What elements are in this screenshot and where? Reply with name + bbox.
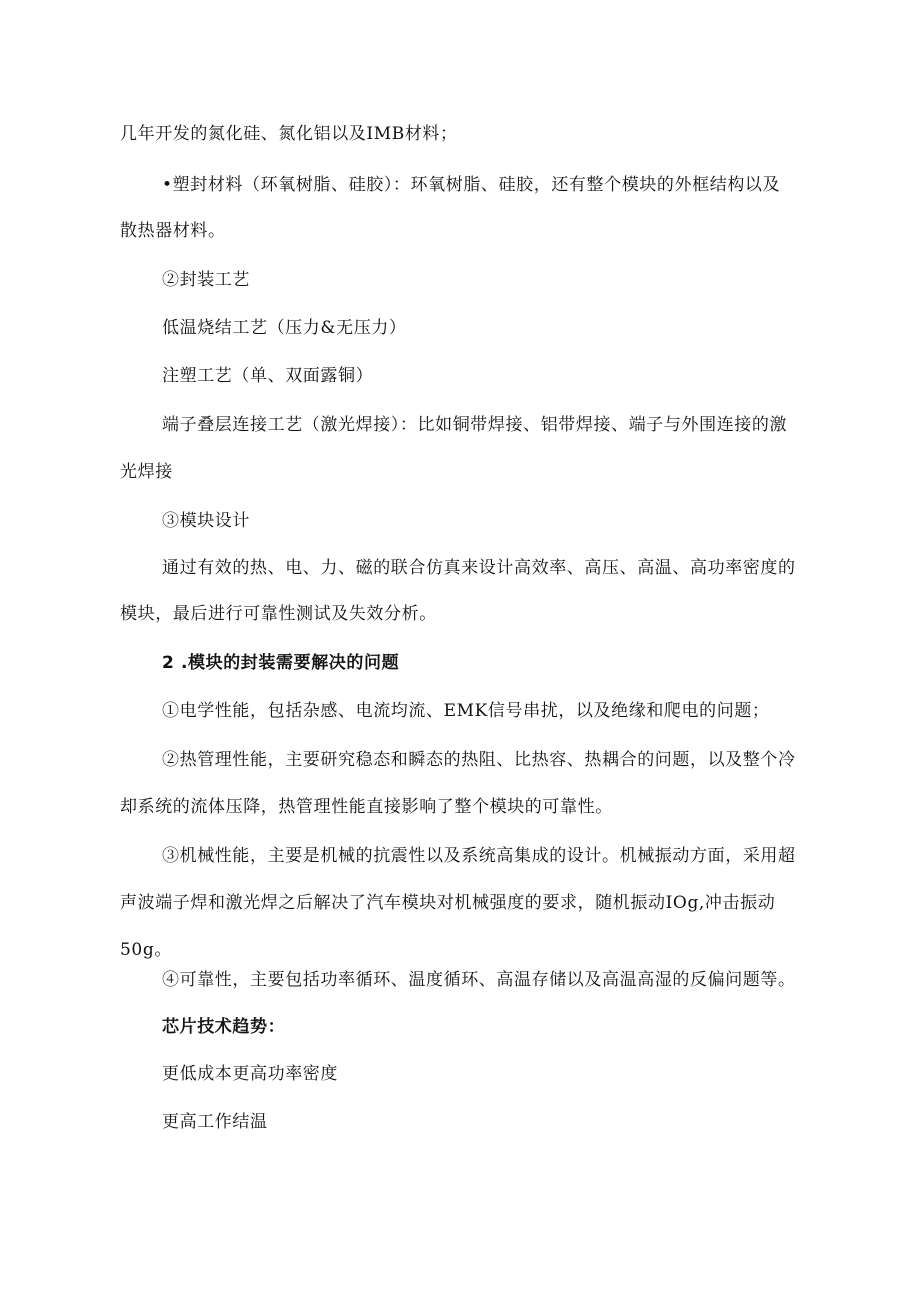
text-line: 更低成本更高功率密度 <box>162 1064 338 1084</box>
text-line: 注塑工艺（单、双面露铜） <box>162 366 374 386</box>
text-line: 端子叠层连接工艺（激光焊接）：比如铜带焊接、铝带焊接、端子与外围连接的激 <box>162 415 788 435</box>
numbered-heading: 2 .模块的封装需要解决的问题 <box>162 653 400 673</box>
section-heading: ②封装工艺 <box>162 270 250 290</box>
text-line: ②热管理性能，主要研究稳态和瞬态的热阻、比热容、热耦合的问题，以及整个冷 <box>162 750 796 770</box>
text-line: 低温烧结工艺（压力&无压力） <box>162 318 407 338</box>
text-line: ③机械性能，主要是机械的抗震性以及系统高集成的设计。机械振动方面，采用超 <box>162 846 796 866</box>
section-heading: ③模块设计 <box>162 511 250 531</box>
text-line: 声波端子焊和激光焊之后解决了汽车模块对机械强度的要求，随机振动IOg,冲击振动 <box>120 893 776 913</box>
text-line: 50g。 <box>120 940 172 960</box>
text-line: 模块，最后进行可靠性测试及失效分析。 <box>120 604 437 624</box>
text-line: 却系统的流体压降，热管理性能直接影响了整个模块的可靠性。 <box>120 797 613 817</box>
bold-heading: 芯片技术趋势： <box>162 1017 286 1037</box>
text-line: ①电学性能，包括杂感、电流均流、EMK信号串扰，以及绝缘和爬电的问题； <box>162 701 770 721</box>
text-line: 更高工作结温 <box>162 1112 268 1132</box>
text-line: ④可靠性，主要包括功率循环、温度循环、高温存储以及高温高湿的反偏问题等。 <box>162 970 796 990</box>
text-line: 散热器材料。 <box>120 221 226 241</box>
text-line: 几年开发的氮化硅、氮化铝以及IMB材料； <box>120 124 458 144</box>
text-line: 通过有效的热、电、力、磁的联合仿真来设计高效率、高压、高温、高功率密度的 <box>162 558 796 578</box>
bullet-line: •塑封材料（环氧树脂、硅胶）：环氧树脂、硅胶，还有整个模块的外框结构以及 <box>162 175 781 195</box>
text-line: 光焊接 <box>120 462 173 482</box>
